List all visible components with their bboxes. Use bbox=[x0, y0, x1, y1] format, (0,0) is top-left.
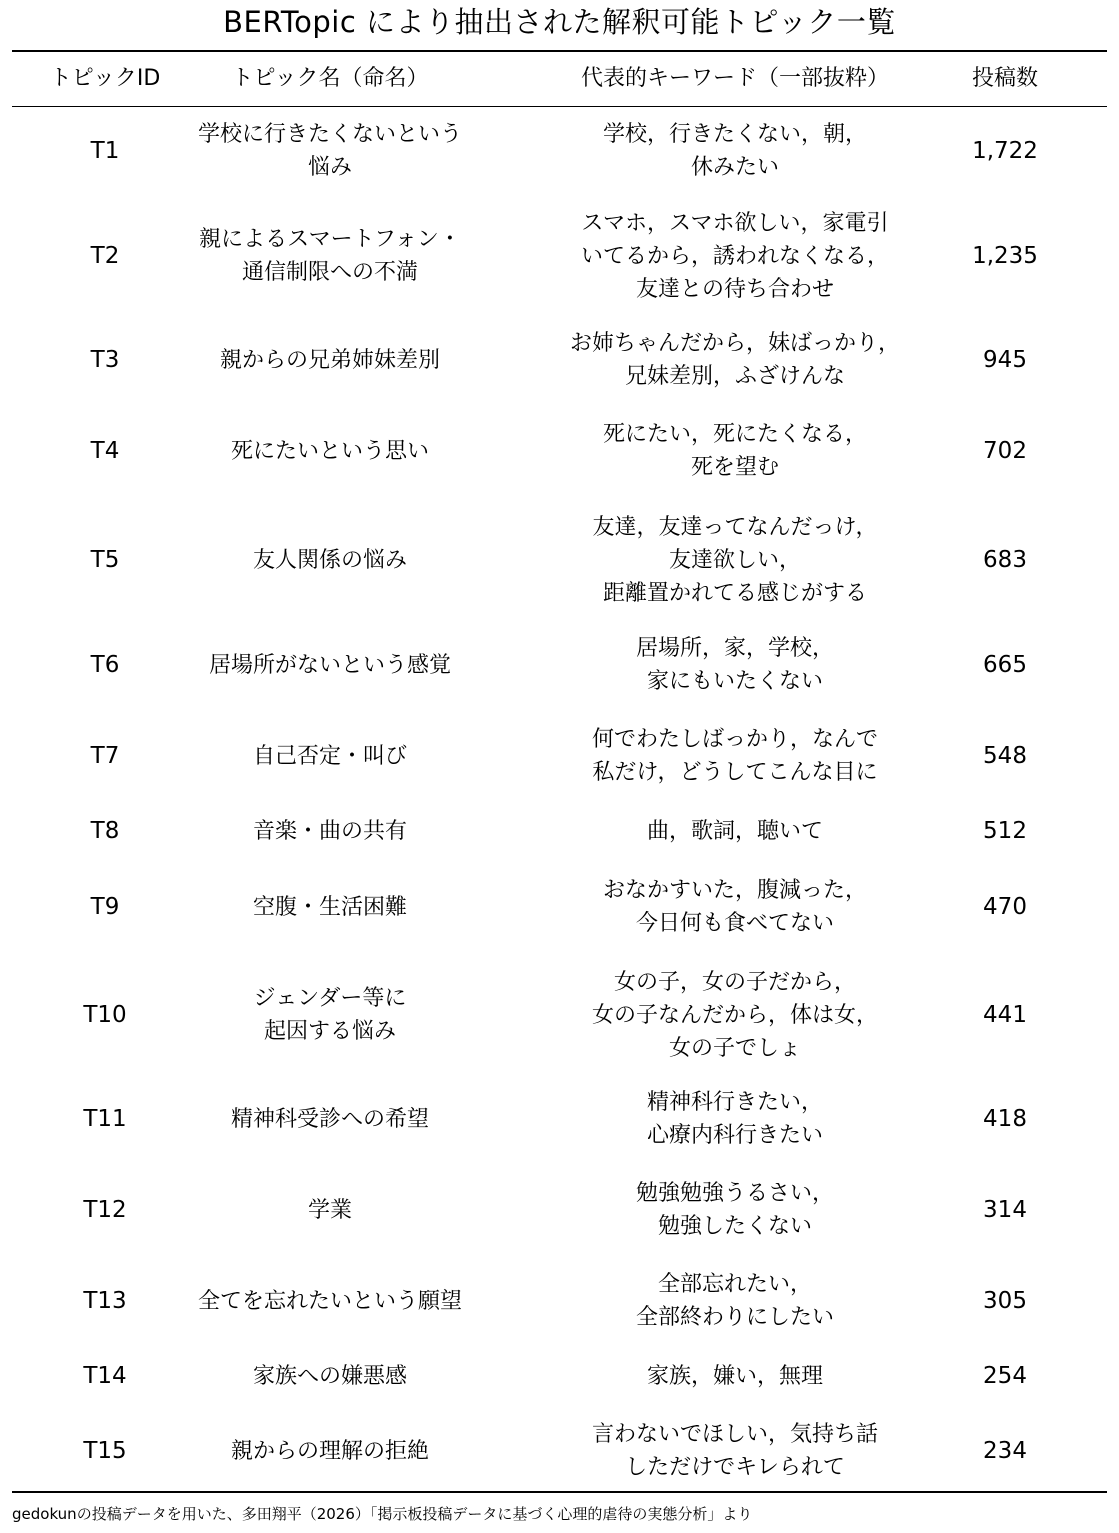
keywords-cell bbox=[520, 1345, 950, 1407]
post-count-cell bbox=[945, 1257, 1065, 1345]
keywords-cell bbox=[520, 107, 950, 195]
post-count-cell-text: 234 bbox=[983, 1437, 1027, 1464]
post-count-cell-text: 470 bbox=[983, 893, 1027, 920]
keywords-cell bbox=[520, 403, 950, 499]
topic-name-cell-text: 家族への嫌悪感 bbox=[252, 1363, 407, 1389]
keywords-cell-text: 死にたい，死にたくなる， 死を望む bbox=[602, 422, 867, 480]
topic-name-cell-text: 親からの兄弟姉妹差別 bbox=[219, 347, 440, 373]
keywords-cell-text: 言わないでほしい，気持ち話 しただけでキレられて bbox=[591, 1422, 878, 1480]
keywords-cell bbox=[520, 317, 950, 403]
topic-id-cell bbox=[30, 107, 180, 195]
keywords-cell-text: 何でわたしばっかり，なんで 私だけ，どうしてこんな目に bbox=[591, 727, 878, 785]
table-row bbox=[0, 1163, 1119, 1257]
keywords-cell-text: 全部忘れたい， 全部終わりにしたい bbox=[635, 1272, 834, 1330]
post-count-cell bbox=[945, 499, 1065, 621]
post-count-cell-text: 1,235 bbox=[972, 242, 1038, 269]
post-count-cell bbox=[945, 1345, 1065, 1407]
post-count-cell bbox=[945, 859, 1065, 955]
topic-id-cell bbox=[30, 1407, 180, 1495]
keywords-cell-text: 曲，歌詞，聴いて bbox=[646, 818, 823, 844]
topic-id-cell-text: T7 bbox=[90, 742, 120, 769]
header-keywords: 代表的キーワード（一部抜粋） bbox=[580, 66, 889, 91]
table-row bbox=[0, 621, 1119, 709]
bottom-rule bbox=[12, 1491, 1107, 1493]
topic-name-cell-text: 音楽・曲の共有 bbox=[252, 818, 407, 844]
topic-id-cell bbox=[30, 317, 180, 403]
post-count-cell-text: 665 bbox=[983, 651, 1027, 678]
topic-id-cell-text: T14 bbox=[83, 1362, 127, 1389]
keywords-cell bbox=[520, 1407, 950, 1495]
topic-id-cell bbox=[30, 1257, 180, 1345]
keywords-cell bbox=[520, 621, 950, 709]
topic-name-cell-text: 全てを忘れたいという願望 bbox=[197, 1288, 462, 1314]
topic-id-cell-text: T1 bbox=[90, 137, 120, 164]
post-count-cell bbox=[945, 709, 1065, 803]
post-count-cell bbox=[945, 195, 1065, 317]
topic-id-cell bbox=[30, 499, 180, 621]
post-count-cell-text: 702 bbox=[983, 437, 1027, 464]
topic-name-cell-text: 友人関係の悩み bbox=[252, 547, 407, 573]
topic-id-cell-text: T12 bbox=[83, 1196, 127, 1223]
keywords-cell-text: 女の子，女の子だから， 女の子なんだから，体は女， 女の子でしょ bbox=[591, 969, 878, 1061]
post-count-cell bbox=[945, 1407, 1065, 1495]
topic-name-cell bbox=[165, 1345, 495, 1407]
table-row bbox=[0, 709, 1119, 803]
topic-name-cell bbox=[165, 1257, 495, 1345]
topic-id-cell-text: T4 bbox=[90, 437, 120, 464]
keywords-cell-text: 居場所，家，学校， 家にもいたくない bbox=[635, 636, 834, 694]
topic-id-cell-text: T10 bbox=[83, 1001, 127, 1028]
topic-name-cell-text: 死にたいという思い bbox=[230, 438, 429, 464]
topic-id-cell bbox=[30, 195, 180, 317]
topic-name-cell bbox=[165, 1163, 495, 1257]
table-row bbox=[0, 1257, 1119, 1345]
topic-id-cell bbox=[30, 859, 180, 955]
topic-name-cell bbox=[165, 859, 495, 955]
post-count-cell-text: 441 bbox=[983, 1001, 1027, 1028]
post-count-cell bbox=[945, 107, 1065, 195]
keywords-cell bbox=[520, 195, 950, 317]
topic-name-cell bbox=[165, 709, 495, 803]
table-row bbox=[0, 499, 1119, 621]
post-count-cell-text: 305 bbox=[983, 1287, 1027, 1314]
keywords-cell bbox=[520, 1257, 950, 1345]
table-header bbox=[0, 52, 1119, 106]
post-count-cell bbox=[945, 1075, 1065, 1163]
topic-id-cell bbox=[30, 709, 180, 803]
keywords-cell-text: 勉強勉強うるさい， 勉強したくない bbox=[635, 1181, 834, 1239]
post-count-cell bbox=[945, 1163, 1065, 1257]
post-count-cell bbox=[945, 955, 1065, 1075]
topic-name-cell bbox=[165, 803, 495, 859]
topic-name-cell bbox=[165, 621, 495, 709]
topic-name-cell-text: 空腹・生活困難 bbox=[252, 894, 407, 920]
topic-name-cell-text: 居場所がないという感覚 bbox=[208, 652, 451, 678]
table-row bbox=[0, 1075, 1119, 1163]
keywords-cell bbox=[520, 1163, 950, 1257]
table-row bbox=[0, 1345, 1119, 1407]
keywords-cell-text: 家族，嫌い，無理 bbox=[646, 1363, 823, 1389]
topic-name-cell bbox=[165, 955, 495, 1075]
table-row bbox=[0, 1407, 1119, 1495]
header-topic-id: トピックID bbox=[49, 66, 161, 91]
post-count-cell bbox=[945, 403, 1065, 499]
topic-name-cell bbox=[165, 107, 495, 195]
topic-name-cell-text: 親からの理解の拒絶 bbox=[230, 1438, 429, 1464]
topic-id-cell bbox=[30, 1345, 180, 1407]
post-count-cell-text: 418 bbox=[983, 1105, 1027, 1132]
post-count-cell bbox=[945, 803, 1065, 859]
table-row bbox=[0, 317, 1119, 403]
keywords-cell-text: スマホ，スマホ欲しい，家電引 いてるから，誘われなくなる， 友達との待ち合わせ bbox=[580, 210, 889, 302]
table-row bbox=[0, 403, 1119, 499]
topic-name-cell bbox=[165, 317, 495, 403]
topic-name-cell-text: 精神科受診への希望 bbox=[230, 1106, 429, 1132]
topic-name-cell-text: 自己否定・叫び bbox=[252, 743, 407, 769]
post-count-cell-text: 314 bbox=[983, 1196, 1027, 1223]
post-count-cell-text: 548 bbox=[983, 742, 1027, 769]
keywords-cell bbox=[520, 709, 950, 803]
post-count-cell bbox=[945, 621, 1065, 709]
topic-name-cell-text: 学業 bbox=[307, 1197, 352, 1223]
keywords-cell bbox=[520, 955, 950, 1075]
table-row bbox=[0, 107, 1119, 195]
header-post-count: 投稿数 bbox=[971, 66, 1038, 91]
table-row bbox=[0, 803, 1119, 859]
table-row bbox=[0, 859, 1119, 955]
source-note: gedokunの投稿データを用いた、多田翔平（2026）「掲示板投稿データに基づく心理的虐待の実態分析」より bbox=[12, 1505, 753, 1523]
post-count-cell-text: 945 bbox=[983, 346, 1027, 373]
topic-id-cell bbox=[30, 803, 180, 859]
keywords-cell-text: 学校，行きたくない，朝， 休みたい bbox=[602, 122, 867, 180]
keywords-cell-text: 精神科行きたい， 心療内科行きたい bbox=[646, 1090, 823, 1148]
topic-id-cell bbox=[30, 1075, 180, 1163]
topic-id-cell-text: T3 bbox=[90, 346, 120, 373]
topic-name-cell bbox=[165, 1075, 495, 1163]
topic-id-cell bbox=[30, 1163, 180, 1257]
keywords-cell-text: おなかすいた，腹減った， 今日何も食べてない bbox=[602, 878, 867, 936]
topic-id-cell-text: T5 bbox=[90, 546, 120, 573]
topic-name-cell bbox=[165, 403, 495, 499]
post-count-cell-text: 1,722 bbox=[972, 137, 1038, 164]
topic-name-cell bbox=[165, 1407, 495, 1495]
table-row bbox=[0, 195, 1119, 317]
topic-id-cell bbox=[30, 621, 180, 709]
topic-name-cell bbox=[165, 195, 495, 317]
keywords-cell bbox=[520, 859, 950, 955]
topic-id-cell-text: T9 bbox=[90, 893, 120, 920]
post-count-cell-text: 254 bbox=[983, 1362, 1027, 1389]
topic-id-cell-text: T13 bbox=[83, 1287, 127, 1314]
topic-id-cell bbox=[30, 403, 180, 499]
topic-id-cell-text: T8 bbox=[90, 817, 120, 844]
topic-name-cell-text: 親によるスマートフォン・ 通信制限への不満 bbox=[199, 227, 461, 285]
topic-id-cell-text: T11 bbox=[83, 1105, 127, 1132]
keywords-cell bbox=[520, 803, 950, 859]
keywords-cell-text: 友達，友達ってなんだっけ， 友達欲しい， 距離置かれてる感じがする bbox=[592, 514, 878, 606]
topic-id-cell bbox=[30, 955, 180, 1075]
post-count-cell-text: 683 bbox=[983, 546, 1027, 573]
topic-name-cell-text: ジェンダー等に 起因する悩み bbox=[253, 986, 407, 1044]
topic-id-cell-text: T15 bbox=[83, 1437, 127, 1464]
topic-id-cell-text: T6 bbox=[90, 651, 120, 678]
table-title: BERTopic により抽出された解釈可能トピック一覧 bbox=[223, 5, 896, 39]
header-topic-name: トピック名（命名） bbox=[231, 66, 429, 91]
keywords-cell-text: お姉ちゃんだから，妹ばっかり， 兄妹差別，ふざけんな bbox=[569, 331, 900, 389]
table-row bbox=[0, 955, 1119, 1075]
topic-id-cell-text: T2 bbox=[90, 242, 120, 269]
post-count-cell bbox=[945, 317, 1065, 403]
keywords-cell bbox=[520, 1075, 950, 1163]
topic-name-cell-text: 学校に行きたくないという 悩み bbox=[197, 122, 462, 180]
post-count-cell-text: 512 bbox=[983, 817, 1027, 844]
topic-name-cell bbox=[165, 499, 495, 621]
keywords-cell bbox=[520, 499, 950, 621]
